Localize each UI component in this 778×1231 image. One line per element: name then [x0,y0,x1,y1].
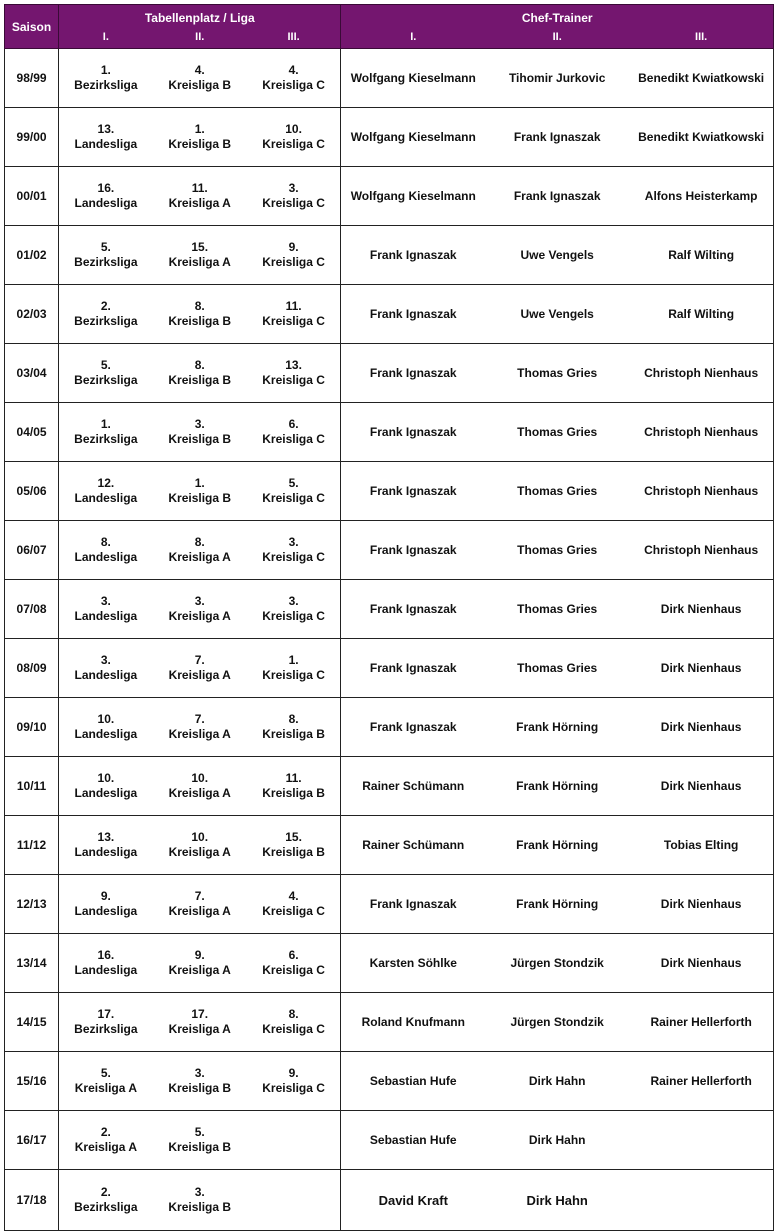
placement-cell-team-2 [153,1052,247,1111]
table-row [5,698,774,757]
placement-cell-team-2 [153,226,247,285]
placement-cell-team-1 [59,167,153,226]
trainer-cell-team-3: Rainer Hellerforth [629,1052,773,1111]
trainer-cell-team-1: Frank Ignaszak [369,660,457,675]
placement-rank: 8. [194,358,205,372]
placement-rank: 10. [97,771,115,785]
placement-league: Kreisliga B [262,786,325,800]
trainer-cell-team-3: Christoph Nienhaus [629,403,773,462]
placement-rank: 6. [288,417,299,431]
placement-rank: 9. [194,948,205,962]
trainer-cell-team-3: Dirk Nienhaus [629,698,773,757]
trainer-cell-team-3: Dirk Nienhaus [629,757,773,816]
placement-rank: 3. [288,181,299,195]
table-row [5,993,774,1052]
placement-league: Kreisliga A [168,609,231,623]
placement-league: Kreisliga C [262,609,325,623]
header-placement-team-1: I. [59,31,153,49]
placement-league: Landesliga [74,550,138,564]
trainer-cell-team-2: Dirk Hahn [528,1132,586,1147]
placement-rank: 12. [97,476,115,490]
placement-league: Bezirksliga [74,314,138,328]
header-placement-group: Tabellenplatz / Liga [59,5,341,32]
placement-cell-team-2 [153,462,247,521]
placement-league: Bezirksliga [74,78,138,92]
placement-rank: 9. [288,1066,299,1080]
placement-rank: 6. [288,948,299,962]
table-row [5,167,774,226]
trainer-cell-team-1: Karsten Söhlke [369,955,457,970]
season-cell: 02/03 [5,285,59,344]
placement-league: Bezirksliga [74,1022,138,1036]
season-history-table [4,4,774,1231]
placement-league: Kreisliga C [262,550,325,564]
trainer-cell-team-1: Rainer Schümann [362,837,465,852]
season-cell: 11/12 [5,816,59,875]
trainer-cell-team-2: Jürgen Stondzik [510,955,604,970]
placement-league: Kreisliga A [168,727,231,741]
placement-league: Kreisliga A [74,1140,137,1154]
trainer-cell-team-2: Thomas Gries [517,660,598,675]
season-cell: 05/06 [5,462,59,521]
table-row [5,1052,774,1111]
placement-cell-team-1 [59,698,153,757]
placement-rank: 8. [288,1007,299,1021]
placement-league: Bezirksliga [74,373,138,387]
placement-rank: 5. [100,1066,111,1080]
trainer-cell-team-3: Dirk Nienhaus [629,875,773,934]
season-cell: 01/02 [5,226,59,285]
season-cell: 12/13 [5,875,59,934]
placement-cell-team-2 [153,934,247,993]
trainer-cell-team-3: Christoph Nienhaus [629,462,773,521]
placement-cell-team-3 [247,993,341,1052]
trainer-cell-team-1: Rainer Schümann [362,778,465,793]
table-body [5,49,774,1231]
trainer-cell-team-1: Frank Ignaszak [369,601,457,616]
trainer-cell-team-2: Dirk Hahn [526,1192,588,1208]
placement-cell-team-1 [59,1170,153,1231]
table-row [5,1111,774,1170]
season-cell: 14/15 [5,993,59,1052]
placement-league: Kreisliga C [262,314,325,328]
placement-rank: 5. [100,358,111,372]
trainer-cell-team-1: Frank Ignaszak [369,424,457,439]
placement-cell-team-3 [247,226,341,285]
trainer-cell-team-3: Ralf Wilting [629,285,773,344]
trainer-cell-team-3: Dirk Nienhaus [629,580,773,639]
placement-cell-team-2 [153,344,247,403]
placement-rank: 10. [97,712,115,726]
trainer-cell-team-3: Benedikt Kwiatkowski [629,49,773,108]
placement-league: Kreisliga C [262,255,325,269]
placement-cell-team-1 [59,521,153,580]
season-cell: 06/07 [5,521,59,580]
placement-rank: 1. [288,653,299,667]
placement-cell-team-1 [59,344,153,403]
trainer-cell-team-2: Uwe Vengels [520,247,594,262]
placement-cell-team-1 [59,580,153,639]
trainer-cell-team-1: Frank Ignaszak [369,542,457,557]
placement-league: Kreisliga A [168,255,231,269]
trainer-cell-team-1: Roland Knufmann [361,1014,465,1029]
placement-rank: 11. [285,771,302,785]
placement-rank: 15. [285,830,302,844]
trainer-cell-team-1: Wolfgang Kieselmann [350,188,476,203]
header-placement-team-3: III. [247,31,341,49]
placement-league: Landesliga [74,609,138,623]
placement-league: Kreisliga A [168,963,231,977]
trainer-cell-team-1: Wolfgang Kieselmann [350,70,476,85]
trainer-cell-team-3: Christoph Nienhaus [629,521,773,580]
placement-league: Kreisliga A [168,845,231,859]
placement-rank: 10. [191,771,209,785]
placement-rank: 13. [97,122,115,136]
placement-league: Kreisliga B [168,1200,232,1214]
placement-cell-team-1 [59,49,153,108]
table-row [5,521,774,580]
placement-rank: 7. [194,889,205,903]
placement-league: Bezirksliga [74,432,138,446]
placement-cell-team-2 [153,639,247,698]
trainer-cell-team-2: Frank Ignaszak [513,188,601,203]
trainer-cell-team-2: Frank Hörning [516,719,599,734]
season-cell: 98/99 [5,49,59,108]
season-cell: 08/09 [5,639,59,698]
placement-league: Landesliga [74,196,138,210]
placement-cell-team-2 [153,1170,247,1231]
header-trainer-group: Chef-Trainer [341,5,774,32]
placement-league: Kreisliga C [262,668,325,682]
placement-league: Landesliga [74,963,138,977]
placement-rank: 4. [288,889,299,903]
placement-rank: 17. [97,1007,115,1021]
placement-cell-team-3 [247,403,341,462]
placement-rank: 8. [288,712,299,726]
placement-cell-team-3 [247,934,341,993]
trainer-cell-team-3: Christoph Nienhaus [629,344,773,403]
trainer-cell-team-1: Frank Ignaszak [369,306,457,321]
placement-rank: 11. [191,181,208,195]
placement-cell-team-1 [59,403,153,462]
placement-league: Kreisliga A [168,668,231,682]
placement-rank: 3. [100,594,111,608]
table-row [5,875,774,934]
table-row [5,1170,774,1231]
placement-league: Kreisliga B [168,1140,232,1154]
placement-league: Kreisliga C [262,373,325,387]
placement-league: Landesliga [74,668,138,682]
header-trainer-team-2: II. [485,31,629,49]
placement-rank: 9. [100,889,111,903]
placement-league: Kreisliga C [262,137,325,151]
season-cell: 16/17 [5,1111,59,1170]
placement-rank: 3. [288,535,299,549]
season-cell: 15/16 [5,1052,59,1111]
placement-rank: 5. [100,240,111,254]
placement-cell-team-1 [59,285,153,344]
table-row [5,462,774,521]
trainer-cell-team-3: Tobias Elting [629,816,773,875]
placement-rank: 5. [194,1125,205,1139]
season-cell: 10/11 [5,757,59,816]
table-row [5,285,774,344]
placement-rank: 7. [194,653,205,667]
placement-rank: 2. [100,1125,111,1139]
season-cell: 04/05 [5,403,59,462]
placement-cell-team-2 [153,108,247,167]
placement-rank: 17. [191,1007,209,1021]
placement-rank: 4. [194,63,205,77]
trainer-cell-team-2: Frank Hörning [516,837,599,852]
placement-league: Kreisliga B [168,373,232,387]
placement-league: Kreisliga B [262,845,325,859]
placement-cell-team-2 [153,580,247,639]
trainer-cell-team-2: Thomas Gries [517,483,598,498]
placement-league: Kreisliga A [168,904,231,918]
placement-cell-team-2 [153,285,247,344]
placement-rank: 3. [194,1066,205,1080]
trainer-cell-team-1: David Kraft [378,1192,448,1208]
placement-league: Kreisliga A [74,1081,137,1095]
placement-league: Kreisliga B [168,432,232,446]
placement-cell-team-3 [247,1052,341,1111]
placement-cell-team-3 [247,639,341,698]
placement-league: Landesliga [74,904,138,918]
placement-cell-team-2 [153,1111,247,1170]
placement-league: Kreisliga C [262,963,325,977]
table-row [5,344,774,403]
trainer-cell-team-2: Thomas Gries [517,601,598,616]
trainer-cell-team-2: Uwe Vengels [520,306,594,321]
season-cell: 99/00 [5,108,59,167]
trainer-cell-team-3: Rainer Hellerforth [629,993,773,1052]
placement-league: Kreisliga C [262,196,325,210]
placement-rank: 3. [194,1185,205,1199]
trainer-cell-team-2: Jürgen Stondzik [510,1014,604,1029]
season-cell: 09/10 [5,698,59,757]
placement-league: Kreisliga A [168,196,231,210]
table-row [5,108,774,167]
table-row [5,580,774,639]
placement-rank: 8. [194,299,205,313]
placement-cell-team-3 [247,462,341,521]
table-row [5,226,774,285]
trainer-cell-team-2: Frank Hörning [516,778,599,793]
trainer-cell-team-3: Dirk Nienhaus [629,639,773,698]
table-row [5,49,774,108]
placement-cell-team-3 [247,580,341,639]
header-trainer-team-1: I. [341,31,485,49]
placement-cell-team-3 [247,167,341,226]
placement-cell-team-1 [59,934,153,993]
header-saison: Saison [5,5,59,49]
placement-league: Kreisliga B [168,78,232,92]
placement-cell-team-3 [247,698,341,757]
placement-cell-team-1 [59,639,153,698]
placement-league: Kreisliga A [168,786,231,800]
header-placement-team-2: II. [153,31,247,49]
trainer-cell-team-1: Frank Ignaszak [369,247,457,262]
placement-cell-team-1 [59,875,153,934]
placement-cell-team-3 [247,108,341,167]
table-row [5,934,774,993]
placement-league: Landesliga [74,786,138,800]
placement-cell-team-3 [247,285,341,344]
placement-cell-team-1 [59,993,153,1052]
placement-rank: 5. [288,476,299,490]
placement-cell-team-1 [59,757,153,816]
placement-league: Kreisliga B [168,314,232,328]
placement-cell-team-3 [247,816,341,875]
placement-league: Kreisliga A [168,1022,231,1036]
trainer-cell-team-1: Frank Ignaszak [369,483,457,498]
trainer-cell-team-3 [629,1111,773,1170]
placement-rank: 9. [288,240,299,254]
placement-cell-team-2 [153,757,247,816]
placement-cell-team-3 [247,757,341,816]
placement-league: Kreisliga B [168,1081,232,1095]
placement-rank: 1. [194,122,205,136]
trainer-cell-team-3: Dirk Nienhaus [629,934,773,993]
trainer-cell-team-2: Frank Hörning [516,896,599,911]
placement-rank: 7. [194,712,205,726]
trainer-cell-team-2: Thomas Gries [517,424,598,439]
header-trainer-team-3: III. [629,31,773,49]
placement-league: Kreisliga C [262,432,325,446]
trainer-cell-team-2: Tihomir Jurkovic [508,70,606,85]
placement-league: Bezirksliga [74,255,138,269]
table-row [5,816,774,875]
season-cell: 03/04 [5,344,59,403]
placement-rank: 1. [100,63,111,77]
placement-cell-team-3 [247,1111,341,1170]
placement-cell-team-3 [247,344,341,403]
placement-cell-team-1 [59,108,153,167]
placement-cell-team-2 [153,403,247,462]
placement-league: Kreisliga B [168,137,232,151]
trainer-cell-team-3 [629,1170,773,1231]
placement-rank: 1. [194,476,205,490]
table-row [5,639,774,698]
placement-cell-team-1 [59,1052,153,1111]
placement-league: Landesliga [74,727,138,741]
trainer-cell-team-2: Frank Ignaszak [513,129,601,144]
trainer-cell-team-1: Frank Ignaszak [369,719,457,734]
placement-rank: 8. [194,535,205,549]
placement-league: Kreisliga C [262,1022,325,1036]
placement-league: Landesliga [74,845,138,859]
placement-rank: 8. [100,535,111,549]
trainer-cell-team-2: Dirk Hahn [528,1073,586,1088]
placement-league: Kreisliga C [262,904,325,918]
placement-cell-team-3 [247,521,341,580]
placement-league: Landesliga [74,491,138,505]
season-cell: 13/14 [5,934,59,993]
placement-rank: 10. [285,122,302,136]
season-cell: 17/18 [5,1170,59,1231]
placement-rank: 10. [191,830,209,844]
placement-league: Kreisliga B [262,727,325,741]
placement-cell-team-2 [153,816,247,875]
placement-rank: 2. [100,1185,111,1199]
placement-cell-team-2 [153,49,247,108]
placement-rank: 4. [288,63,299,77]
table-row [5,403,774,462]
placement-cell-team-1 [59,462,153,521]
placement-league: Bezirksliga [74,1200,138,1214]
placement-cell-team-1 [59,816,153,875]
season-cell: 07/08 [5,580,59,639]
placement-cell-team-3 [247,1170,341,1231]
season-table-container [4,4,774,1231]
placement-league: Kreisliga C [262,78,325,92]
placement-cell-team-2 [153,698,247,757]
trainer-cell-team-1: Wolfgang Kieselmann [350,129,476,144]
placement-league: Kreisliga B [168,491,232,505]
placement-cell-team-2 [153,521,247,580]
trainer-cell-team-3: Ralf Wilting [629,226,773,285]
placement-rank: 3. [100,653,111,667]
trainer-cell-team-1: Sebastian Hufe [369,1073,457,1088]
placement-rank: 16. [97,181,115,195]
trainer-cell-team-2: Thomas Gries [517,542,598,557]
placement-rank: 15. [191,240,209,254]
placement-cell-team-3 [247,49,341,108]
trainer-cell-team-1: Sebastian Hufe [369,1132,457,1147]
trainer-cell-team-2: Thomas Gries [517,365,598,380]
placement-rank: 13. [285,358,302,372]
placement-league: Kreisliga A [168,550,231,564]
table-header [5,5,774,49]
placement-league: Kreisliga C [262,491,325,505]
trainer-cell-team-1: Frank Ignaszak [369,365,457,380]
trainer-cell-team-3: Alfons Heisterkamp [629,167,773,226]
trainer-cell-team-3: Benedikt Kwiatkowski [629,108,773,167]
placement-cell-team-2 [153,167,247,226]
placement-league: Landesliga [74,137,138,151]
placement-rank: 3. [194,417,205,431]
placement-cell-team-3 [247,875,341,934]
table-row [5,757,774,816]
placement-rank: 2. [100,299,111,313]
placement-rank: 13. [97,830,115,844]
placement-cell-team-2 [153,993,247,1052]
placement-rank: 3. [194,594,205,608]
season-cell: 00/01 [5,167,59,226]
placement-cell-team-1 [59,226,153,285]
trainer-cell-team-1: Frank Ignaszak [369,896,457,911]
placement-rank: 3. [288,594,299,608]
placement-rank: 11. [285,299,302,313]
placement-rank: 16. [97,948,115,962]
placement-cell-team-1 [59,1111,153,1170]
placement-league: Kreisliga C [262,1081,325,1095]
placement-cell-team-2 [153,875,247,934]
placement-rank: 1. [100,417,111,431]
